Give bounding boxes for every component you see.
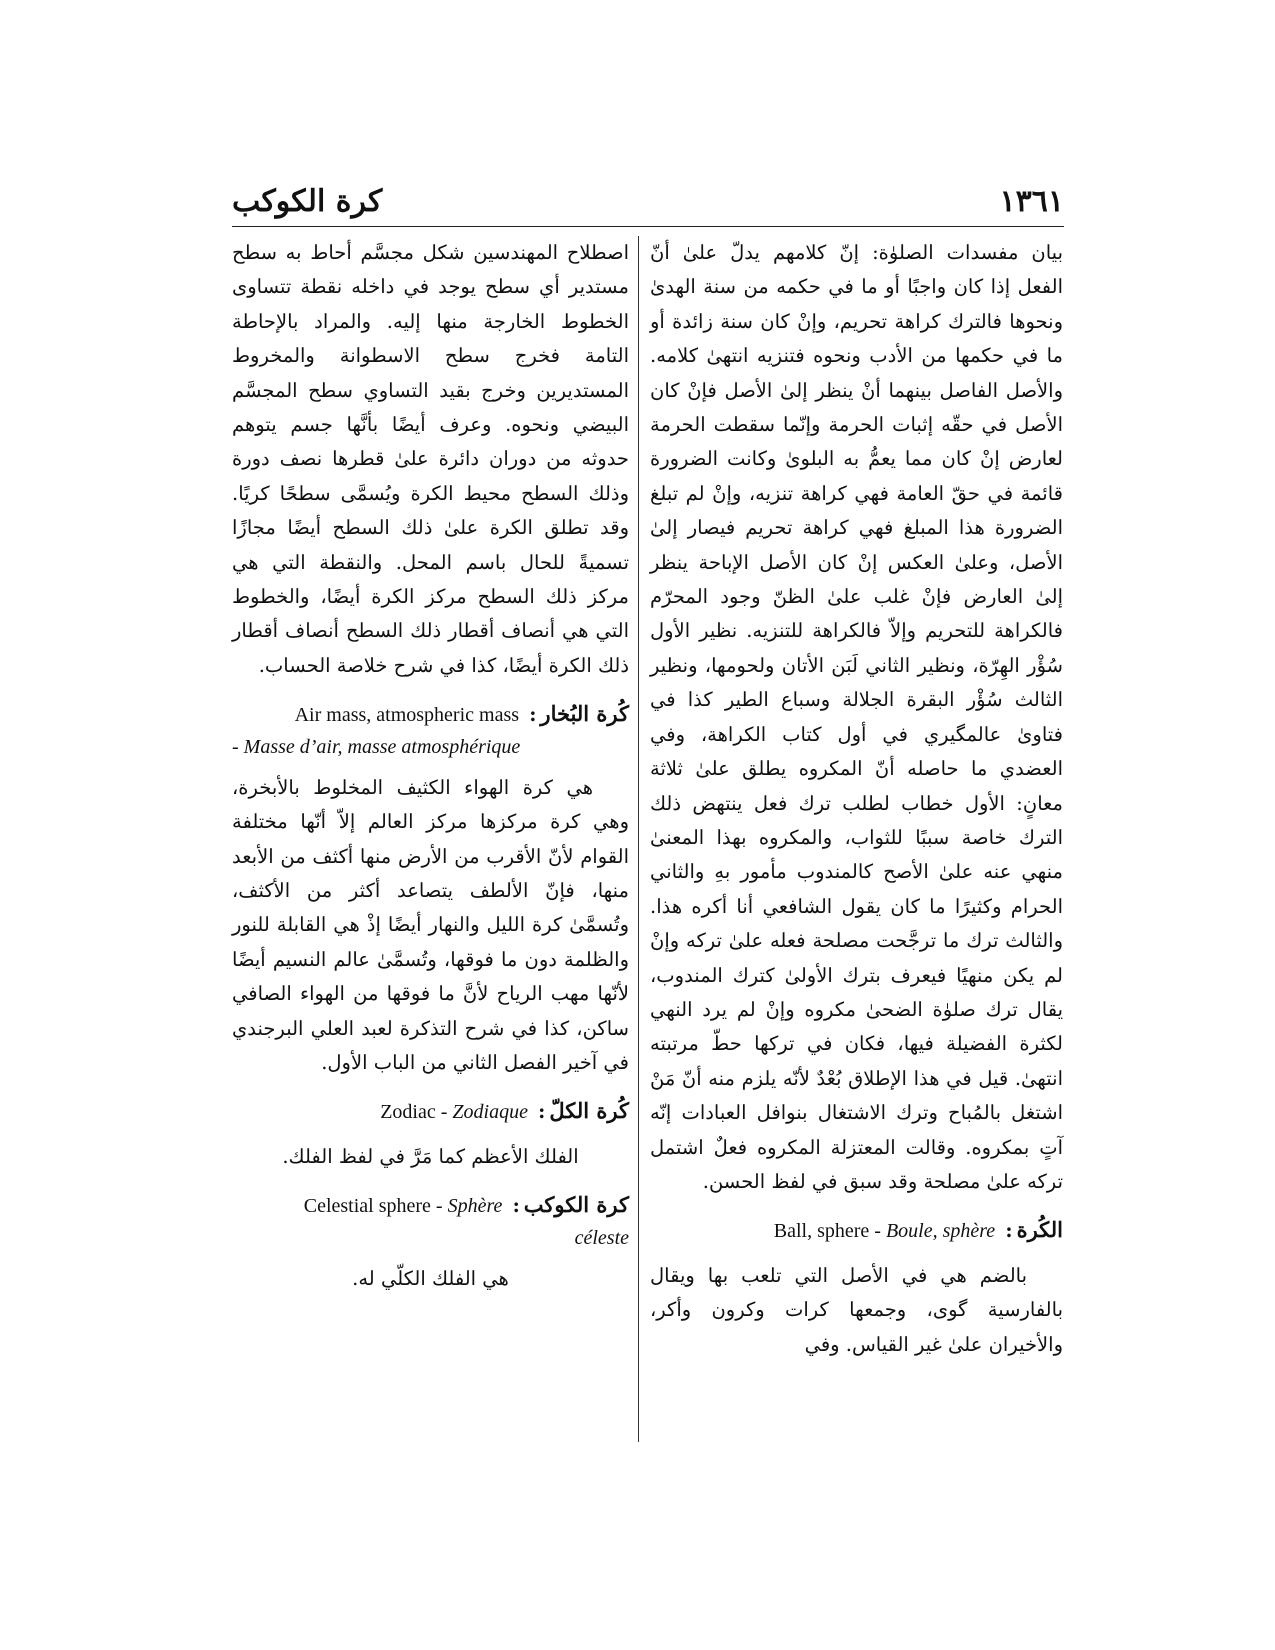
entry-heading-zodiac: كُرة الكلّ: Zodiac - Zodiaque	[380, 1098, 629, 1124]
entry-term: كُرة الكلّ	[549, 1098, 629, 1124]
entry-heading-celestial: كرة الكوكب: Celestial sphere - Sphère céleste	[232, 1188, 629, 1251]
entry-english: Air mass, atmospheric mass	[294, 704, 520, 727]
left-column	[232, 236, 629, 1296]
entry-french: Sphère	[447, 1195, 503, 1218]
column-divider	[638, 236, 639, 1442]
entry-term: كُرة البُخار	[540, 701, 629, 727]
entry-english: Ball, sphere - Boule, sphère	[773, 1220, 996, 1243]
right-column	[650, 236, 1063, 1362]
page-header	[232, 184, 1064, 224]
right-paragraph-1: بيان مفسدات الصلوٰة: إنّ كلامهم يدلّ علىٰ أنّ الفعل إذا كان واجبًا أو ما في حكمه من سنة الهدىٰ ونحوها فالترك كراهة تحريم، وإنْ كان سنة زائدة أو ما في حكمها من الأدب ونحوه فتنزيه انتهىٰ كلامه. والأصل الفاصل بينهما أنْ ينظر إلىٰ الأصل فإنْ كان الأصل في حقّه إثبات الحرمة وإنّما سقطت الحرمة لعارض إنْ كان مما يعمُّ به البلوىٰ وكانت الضرورة قائمة في حقّ العامة فهي كراهة تنزيه، وإنْ لم تبلغ الضرورة هذا المبلغ فهي كراهة تحريم فيصار إلىٰ الأصل، وعلىٰ العكس إنْ كان الأصل الإباحة ينظر إلىٰ العارض فإنْ غلب علىٰ الظنّ وجود المحرّم فالكراهة للتحريم وإلاّ فالكراهة للتنزيه. نظير الأول سُؤْر الهِرّة، ونظير الثاني لَبَن الأتان ولحومها، ونظير الثالث سُؤْر البقرة الجلالة وسباع الطير كذا في فتاوىٰ عالمگيري في أول كتاب الكراهة، وفي العضدي ما حاصله أنّ المكروه يطلق علىٰ ثلاثة معانٍ: الأول خطاب لطلب ترك فعل ينتهض ذلك الترك خاصة سببًا للثواب، والمكروه بهذا المعنىٰ منهي عنه علىٰ الأصح كالمندوب مأمور بهِ والثاني الحرام وكثيرًا ما كان يقول الشافعي أنا أكره هذا. والثالث ترك ما ترجَّحت مصلحة فعله علىٰ تركه وإنْ لم يكن منهيًا فيعرف بترك الأولىٰ كترك المندوب، يقال ترك صلوٰة الضحىٰ مكروه وإنْ لم يرد النهي لكثرة الفضيلة فيها، فكان في تركها حطّ مرتبته انتهىٰ. قيل في هذا الإطلاق بُعْدٌ لأنّه يلزم منه أنّ مَنْ اشتغل بالمُباح وترك الاشتغال بنوافل العبادات إنّه آتٍ بمكروه. وقالت المعتزلة المكروه فعلٌ اشتمل تركه علىٰ مصلحة وقد سبق في لفظ الحسن.	[650, 241, 1063, 1193]
entry-french: - Masse d’air, masse atmosphérique	[232, 735, 521, 758]
entry-term: كرة الكوكب	[523, 1192, 629, 1218]
entry-french: Zodiaque	[452, 1101, 528, 1124]
entry-english: Zodiac - Zodiaque	[380, 1101, 528, 1124]
right-paragraph-2: بالضم هي في الأصل التي تلعب بها ويقال بالفارسية گوى، وجمعها كرات وكرون وأكر، والأخيران علىٰ غير القياس. وفي	[650, 1263, 1063, 1356]
left-paragraph-4: هي الفلك الكلّي له.	[352, 1266, 509, 1290]
entry-french-continued: céleste	[574, 1226, 629, 1249]
left-paragraph-1: اصطلاح المهندسين شكل مجسَّم أحاط به سطح مستدير أي سطح يوجد في داخله نقطة تتساوى الخطوط الخارجة منها إليه. والمراد بالإحاطة التامة فخرج سطح الاسطوانة والمخروط المستديرين وخرج بقيد التساوي سطح المجسَّم البيضي ونحوه. وعرف أيضًا بأنَّها جسم يتوهم حدوثه من دوران دائرة علىٰ قطرها نصف دورة وذلك السطح محيط الكرة ويُسمَّى سطحًا كريًا. وقد تطلق الكرة علىٰ ذلك السطح أيضًا مجازًا تسميةً للحال باسم المحل. والنقطة التي هي مركز ذلك السطح مركز الكرة أيضًا، والخطوط التي هي أنصاف أقطار ذلك السطح أنصاف أقطار ذلك الكرة أيضًا، كذا في شرح خلاصة الحساب.	[232, 241, 629, 677]
entry-french: Boule, sphère	[885, 1220, 996, 1243]
page-number: ١٣٦١	[999, 184, 1064, 219]
running-head: كرة الكوكب	[232, 184, 383, 219]
left-paragraph-3: الفلك الأعظم كما مَرَّ في لفظ الفلك.	[282, 1144, 579, 1168]
header-rule	[232, 226, 1064, 227]
entry-heading-ball: الكُرة: Ball, sphere - Boule, sphère	[773, 1217, 1063, 1243]
entry-term: الكُرة	[1016, 1217, 1063, 1243]
entry-heading-air-mass: كُرة البُخار: Air mass, atmospheric mass - Masse d’air, masse atmosphérique	[232, 697, 629, 760]
left-paragraph-2: هي كرة الهواء الكثيف المخلوط بالأبخرة، وهي كرة مركزها مركز العالم إلاّ أنّها مختلفة القوام لأنّ الأقرب من الأرض منها أكثف من الأبعد منها، فإنّ الألطف يتصاعد أكثر من الأكثف، وتُسمَّىٰ كرة الليل والنهار أيضًا إذْ هي القابلة للنور والظلمة دون ما فوقها، وتُسمَّىٰ عالم النسيم أيضًا لأنّها مهب الرياح لأنَّ ما فوقها من الهواء الصافي ساكن، كذا في شرح التذكرة لعبد العلي البرجندي في آخير الفصل الثاني من الباب الأول.	[232, 775, 629, 1074]
entry-english: Celestial sphere - Sphère	[303, 1195, 503, 1218]
